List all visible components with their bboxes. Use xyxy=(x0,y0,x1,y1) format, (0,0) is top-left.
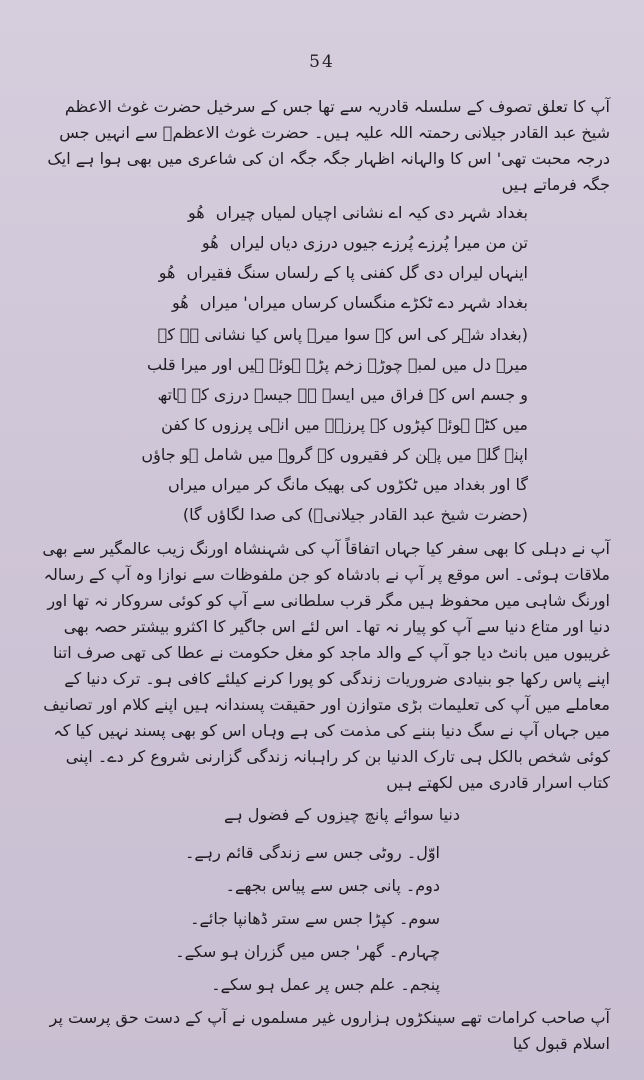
closing-paragraph: آپ صاحب کرامات تھے سینکڑوں ہزاروں غیر مسلموں نے آپ کے دست حق پرست پر اسلام قبول کیا xyxy=(49,1008,610,1053)
verse-text: بغداد شہر دی کیہ اے نشانی اچیاں لمیاں چیراں xyxy=(215,203,528,222)
list-item: اوّل۔ روٹی جس سے زندگی قائم رہے۔ xyxy=(184,843,440,862)
intro-paragraph: آپ کا تعلق تصوف کے سلسلہ قادریہ سے تھا جس کے سرخیل حضرت غوث الاعظم شیخ عبد القادر جیلانی رحمتہ اللہ علیہ ہیں۔ حضرت غوث الاعظمؒ سے انہیں جس درجہ محبت تھی' اس کا والہانہ اظہار جگہ جگہ ان کی شاعری میں بھی ہوا ہے ایک جگہ فرماتے ہیں xyxy=(47,97,610,194)
punjabi-poem xyxy=(90,198,528,318)
poem-verse xyxy=(90,198,528,228)
list-item: سوم۔ کپڑا جس سے ستر ڈھانپا جائے۔ xyxy=(190,909,440,928)
verse-refrain: ھُو xyxy=(172,293,189,312)
poem-verse xyxy=(90,288,528,318)
page-number: 54 xyxy=(309,52,335,72)
list-item: دوم۔ پانی جس سے پیاس بجھے۔ xyxy=(225,876,440,895)
verse-refrain: ھُو xyxy=(201,233,219,252)
verse-refrain: ھُو xyxy=(158,263,176,282)
list-item: پنجم۔ علم جس پر عمل ہو سکے۔ xyxy=(211,975,440,994)
poem-verse xyxy=(90,258,528,288)
verse-refrain: ھُو xyxy=(187,203,205,222)
body-paragraph: آپ نے دہلی کا بھی سفر کیا جہاں اتفاقاً آپ کی شہنشاہ اورنگ زیب عالمگیر سے بھی ملاقات ہوئی۔ اس موقع پر آپ نے بادشاہ کو جن ملفوظات سے نوازا وہ آپ کے رسالہ اورنگ شاہی میں محفوظ ہیں مگر قرب سلطانی سے آپ کو کوئی سروکار نہ تھا اور دنیا اور متاع دنیا سے آپ کو پیار نہ تھا۔ اس لئے اس جاگیر کا اکثرو بیشتر حصہ بھی غریبوں میں بانٹ دیا جو آپ کے والد ماجد کو مغل حکومت نے عطا کی تھی صرف اتنا اپنے پاس رکھا جو بنیادی ضروریات زندگی کو پورا کرنے کیلئے کافی ہو۔ ترک دنیا کے معاملے میں آپ کی تعلیمات بڑی متوازن اور حقیقت پسندانہ ہیں اپنے کلام اور تصانیف میں جہاں آپ نے سگ دنیا بننے کی مذمت کی ہے وہاں اس کو بھی پسند نہیں کیا کہ کوئی شخص بالکل ہی تارک الدنیا بن کر راہبانہ زندگی گزارنی شروع کر دے۔ اپنی کتاب اسرار قادری میں لکھتے ہیں xyxy=(42,539,610,792)
list-item: چہارم۔ گھر' جس میں گزران ہو سکے۔ xyxy=(175,942,440,961)
verse-text: بغداد شہر دے ٹکڑے منگساں کرساں میراں' میراں xyxy=(199,293,528,312)
list-heading: دنیا سوائے پانچ چیزوں کے فضول ہے xyxy=(223,805,460,824)
verse-text: اینہاں لیراں دی گل کفنی پا کے رلساں سنگ فقیراں xyxy=(186,263,528,282)
verse-text: تن من میرا پُرزے پُرزے جیوں درزی دیاں لیراں xyxy=(229,233,528,252)
poem-verse xyxy=(90,228,528,258)
five-things-list xyxy=(94,836,440,1001)
poem-translation: (بغداد شہر کی اس کے سوا میرے پاس کیا نشانی ہے کہ میرے دل میں لمبے چوڑے زخم پڑے ہوئے ہیں اور میرا قلب و جسم اس کے فراق میں ایسے ہے جیسے درزی کے ہاتھ میں کٹے ہوئے کپڑوں کے پرزے۔ میں انہی پرزوں کا کفن اپنے گلے میں پہن کر فقیروں کے گروہ میں شامل ہو جاؤں گا اور بغداد میں ٹکڑوں کی بھیک مانگ کر میراں میراں (حضرت شیخ عبد القادر جیلانیؒ) کی صدا لگاؤں گا) xyxy=(141,325,528,524)
